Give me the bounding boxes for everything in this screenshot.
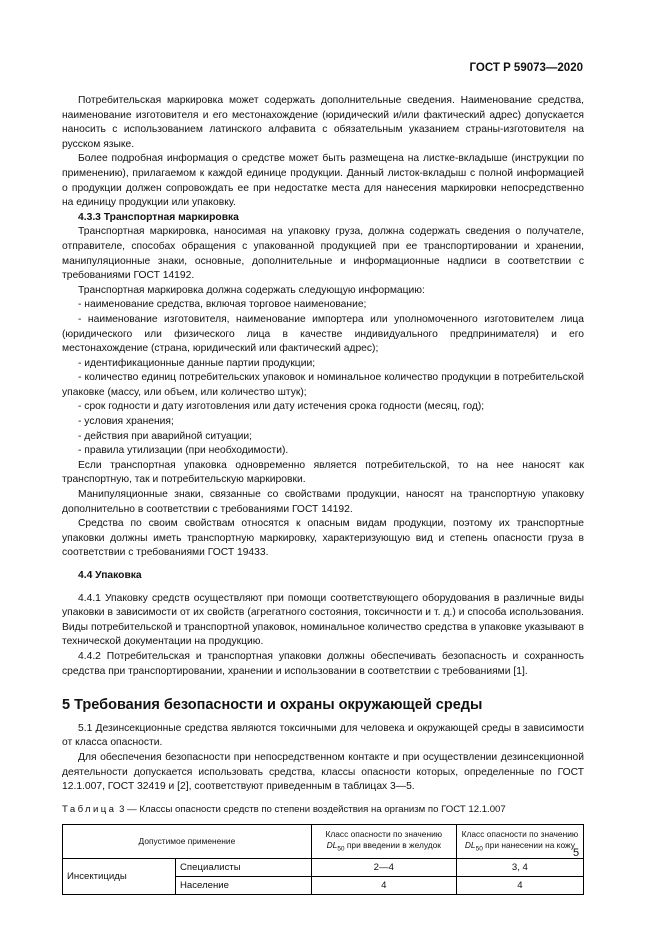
oral-cell: 2—4	[311, 859, 456, 877]
page-number: 5	[573, 847, 580, 859]
skin-cell: 4	[456, 877, 583, 895]
col-header-oral: Класс опасности по значению $DL_{50}$ при введении в желудок	[311, 825, 456, 859]
group-cell: Инсектициды	[63, 859, 176, 895]
list-item: - действия при аварийной ситуации;	[78, 430, 253, 442]
document-header: ГОСТ Р 59073—2020	[469, 62, 583, 74]
list-item: - наименование средства, включая торговое наименование;	[78, 299, 367, 311]
section-heading-4-3-3: 4.3.3 Транспортная маркировка	[78, 211, 239, 223]
paragraph: 4.4.1 Упаковку средств осуществляют при помощи соответствующего оборудования в различные виды упаковки в зависимости от их свойств (агрегатного состояния, токсичности и т. д.) и способа использования. Виды потребительской и транспортной упаковок, номинальное количество средства в упаковке указывают в технической документации на продукцию.	[62, 592, 584, 648]
section-heading-4-4: 4.4 Упаковка	[78, 570, 142, 581]
list-item: - условия хранения;	[78, 416, 174, 428]
col-header-application: Допустимое применение	[63, 825, 312, 859]
list-item: - количество единиц потребительских упаковок и номинальное количество продукции в потребительской упаковке (массу, или объем, или количество штук);	[62, 372, 584, 398]
paragraph: Если транспортная упаковка одновременно является потребительской, то на нее наносят как транспортную, так и потребительскую маркировки.	[62, 459, 584, 486]
section-title-5: 5 Требования безопасности и охраны окружающей среды	[62, 697, 483, 714]
paragraph: Транспортная маркировка, наносимая на упаковку груза, должна содержать сведения о получателе, отправителе, способах обращения с упакованной продукцией при ее транспортировании и хранении, манипуляционные знаки, основные, дополнительные и информационные надписи в соответствии с требованиями ГОСТ 14192.	[62, 226, 584, 282]
paragraph: 5.1 Дезинсекционные средства являются токсичными для человека и окружающей среды в зависимости от класса опасности.	[62, 722, 584, 749]
table-header-row	[63, 825, 584, 859]
paragraph: Манипуляционные знаки, связанные со свойствами продукции, наносят на транспортную упаковку дополнительно в соответствии с требованиями ГОСТ 14192.	[62, 489, 584, 515]
list-item: - идентификационные данные партии продукции;	[78, 357, 316, 369]
list-item: - срок годности и дату изготовления или дату истечения срока годности (месяц, год);	[78, 401, 485, 413]
paragraph: Более подробная информация о средстве может быть размещена на листке-вкладыше (инструкции по применению), прилагаемом к каждой единице продукции. Данный листок-вкладыш с полной информацией о продукции должен сопровождать ее при недостатке места для нанесения маркировки непосредственно на единицу продукции или упаковку.	[62, 153, 584, 209]
paragraph: Средства по своим свойствам относятся к опасным видам продукции, поэтому их транспортные упаковки должны иметь транспортную маркировку, характеризующую вид и степень опасности груза в соответствии с требованиями ГОСТ 19433.	[62, 518, 584, 559]
list-item: - правила утилизации (при необходимости).	[78, 445, 289, 457]
list-item: - наименование изготовителя, наименование импортера или уполномоченного изготовителем лица (юридического или физического лица в качестве индивидуального предпринимателя) и его местонахождение (страна, юридический или фактический адрес);	[62, 313, 584, 355]
who-cell: Население	[176, 877, 312, 895]
table-row	[63, 859, 584, 877]
who-cell: Специалисты	[176, 859, 312, 877]
paragraph: Транспортная маркировка должна содержать следующую информацию:	[78, 284, 425, 296]
paragraph: Потребительская маркировка может содержать дополнительные сведения. Наименование средства, наименование изготовителя и его местонахождение (юридический и/или фактический адрес) допускается наносить с использованием латинского алфавита с обязательным указанием страны-изготовителя на русском языке.	[62, 95, 584, 150]
paragraph: Для обеспечения безопасности при непосредственном контакте и при осуществлении дезинсекционной деятельности допускается использовать средства, классы опасности которых, определенные по ГОСТ 12.1.007, ГОСТ 32419 и [2], соответствуют приведенным в таблицах 3—5.	[62, 751, 584, 793]
table-caption-text: 3 — Классы опасности средств по степени воздействия на организм по ГОСТ 12.1.007	[119, 803, 506, 815]
hazard-class-table	[62, 824, 584, 895]
table-caption	[62, 803, 584, 818]
col-header-skin: Класс опасности по значению $DL_{50}$ при нанесении на кожу	[456, 825, 583, 859]
table-caption-label: Таблица	[62, 803, 117, 815]
paragraph: 4.4.2 Потребительская и транспортная упаковки должны обеспечивать безопасность и сохранность средства при транспортировании, хранении и использовании в соответствии с требованиями [1].	[62, 650, 584, 677]
page-content	[62, 94, 584, 895]
skin-cell: 3, 4	[456, 859, 583, 877]
oral-cell: 4	[311, 877, 456, 895]
